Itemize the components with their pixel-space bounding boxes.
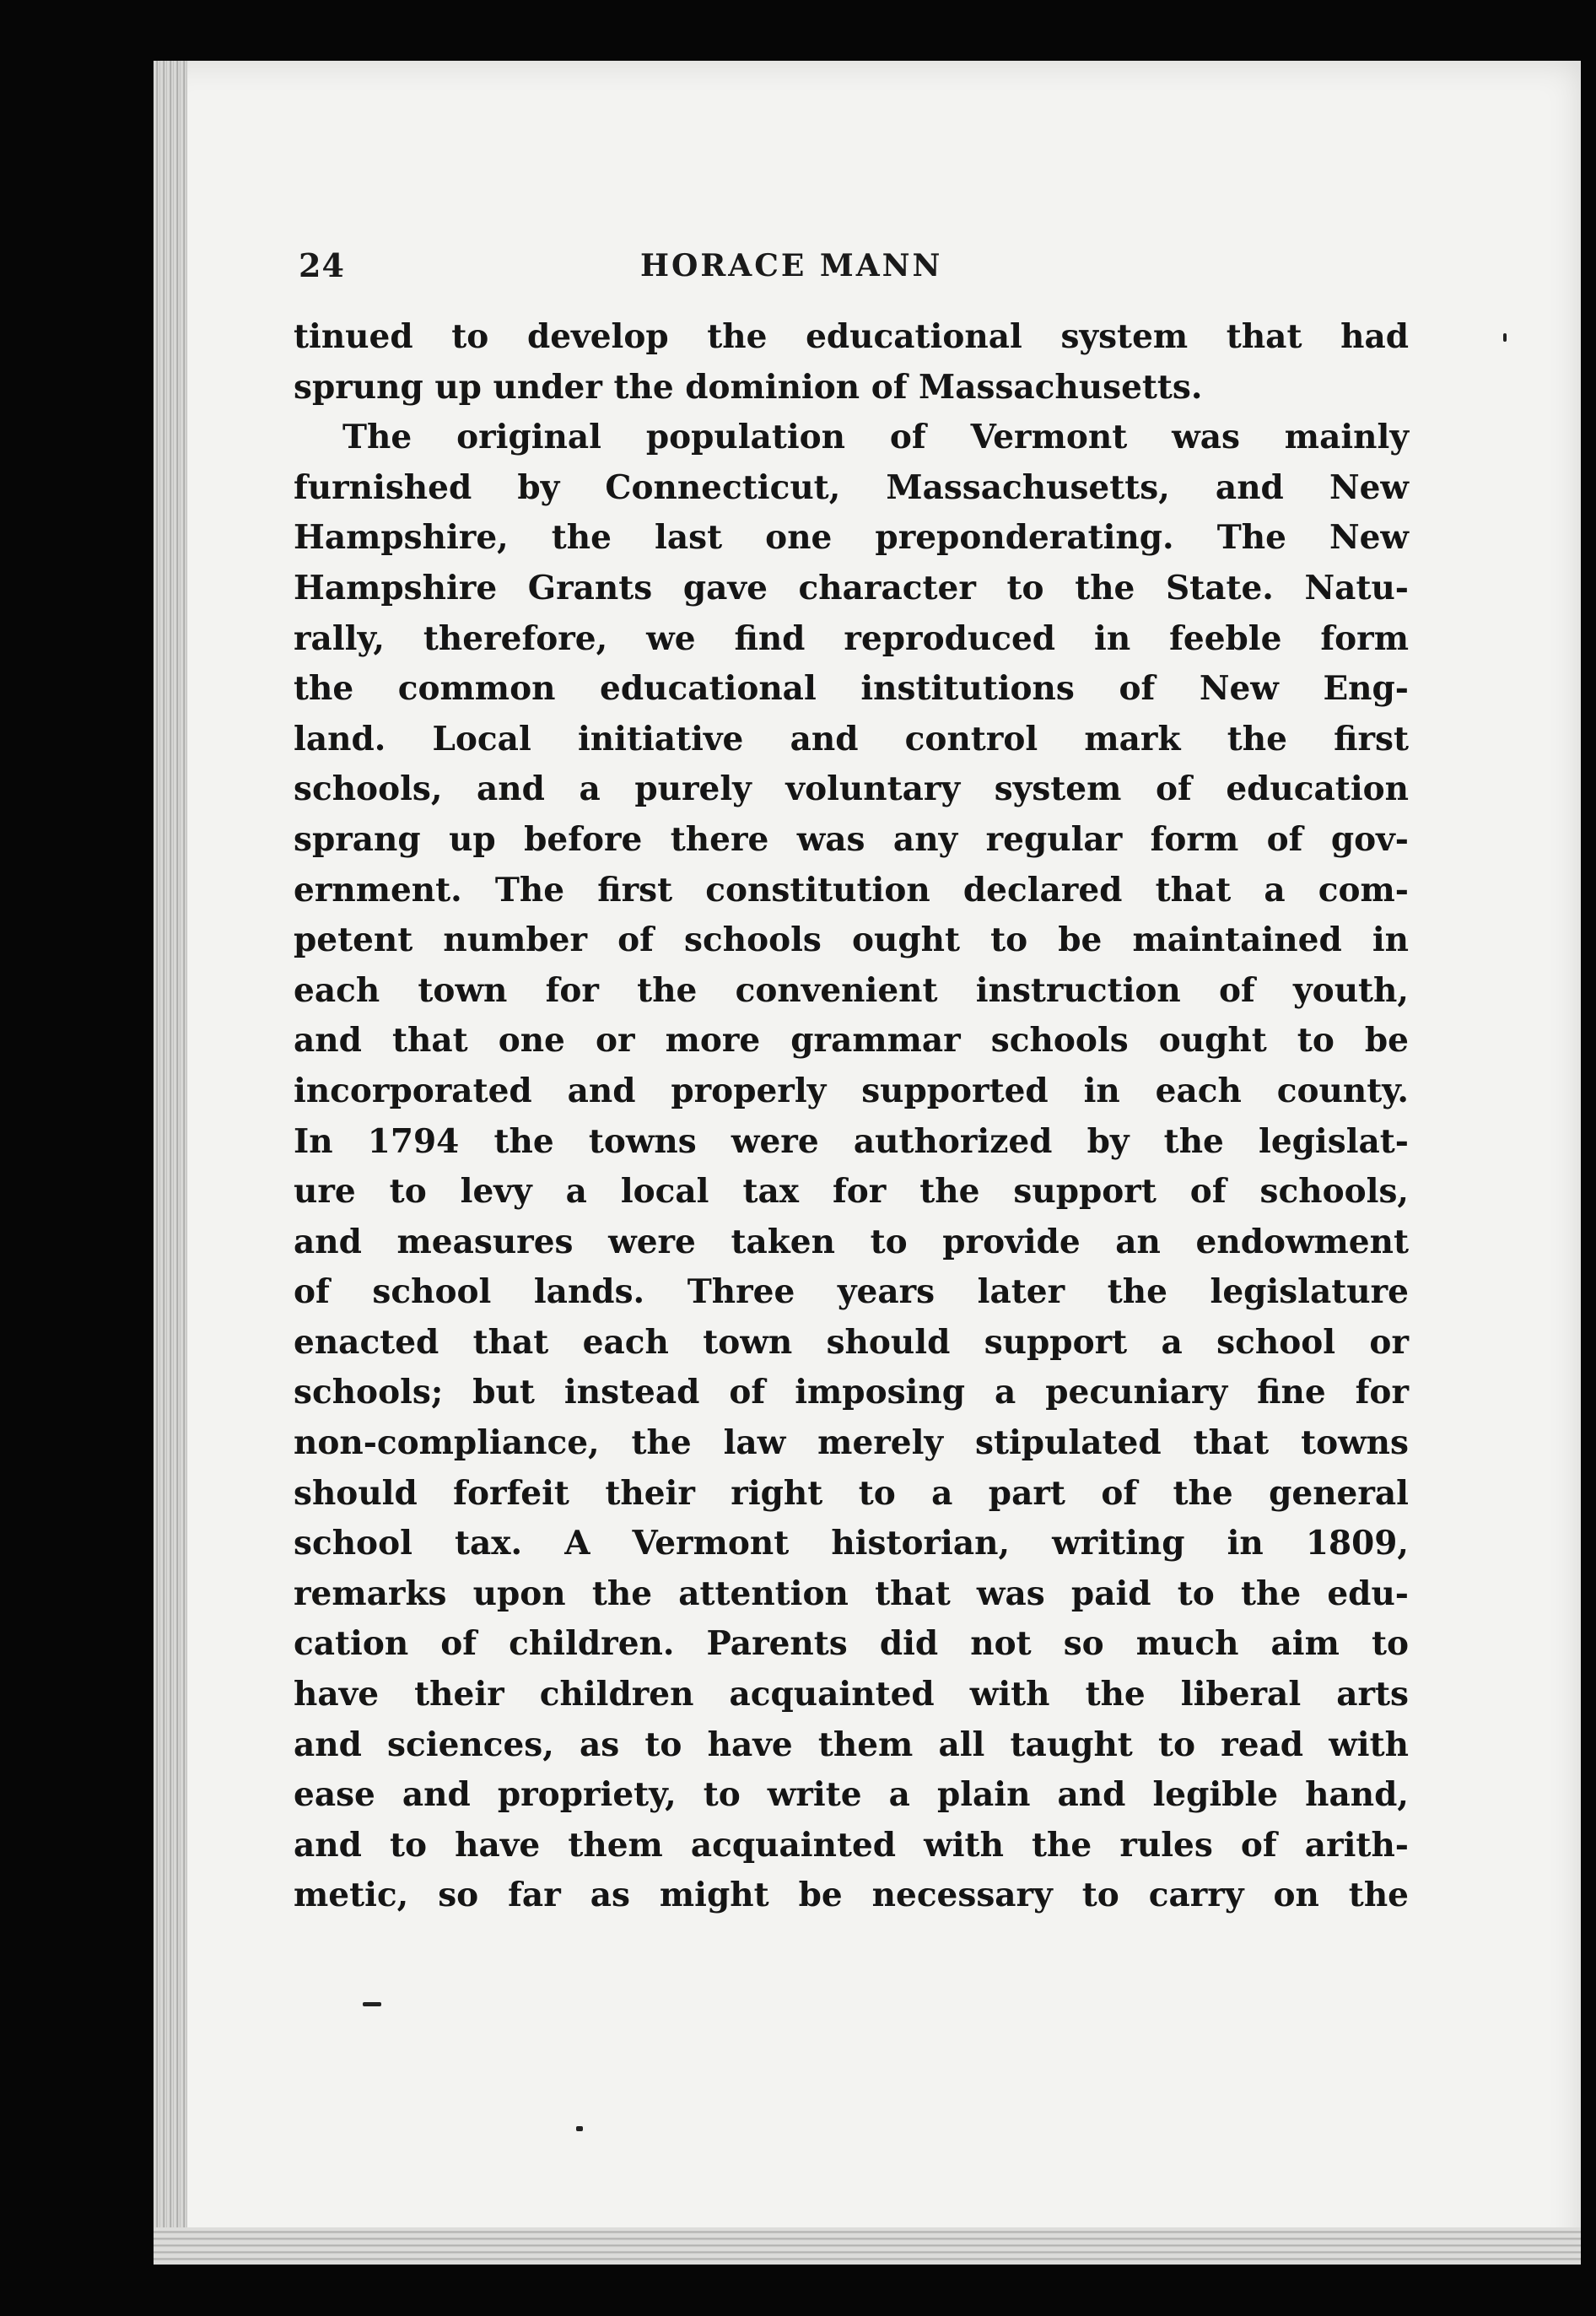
page-bottom-edge [154,2227,1581,2265]
scan-speck [363,2002,381,2006]
text-line: of school lands. Three years later the legislature [294,1272,1409,1312]
text-line: incorporated and properly supported in each county. [294,1071,1409,1110]
scan-speck [1503,333,1507,342]
text-line: sprang up before there was any regular form of gov- [294,819,1409,859]
text-line: In 1794 the towns were authorized by the legislat- [294,1121,1409,1161]
text-line: and that one or more grammar schools ought to be [294,1021,1409,1061]
text-line: and sciences, as to have them all taught to read with [294,1725,1409,1764]
text-line: school tax. A Vermont historian, writing in 1809, [294,1524,1409,1563]
text-line: land. Local initiative and control mark the first [294,719,1409,759]
page-number: 24 [299,246,345,284]
text-line: should forfeit their right to a part of the general [294,1473,1409,1513]
text-line: rally, therefore, we find reproduced in feeble form [294,618,1409,658]
text-line: Hampshire, the last one preponderating. The New [294,518,1409,558]
text-line: schools; but instead of imposing a pecuniary fine for [294,1373,1409,1412]
text-line: and to have them acquainted with the rules of arith- [294,1825,1409,1865]
text-line: petent number of schools ought to be maintained in [294,920,1409,960]
text-line: ure to levy a local tax for the support of schools, [294,1172,1409,1212]
scan-speck [576,2126,583,2131]
page-header [299,246,1142,289]
text-line: remarks upon the attention that was paid to the edu- [294,1574,1409,1613]
text-line: tinued to develop the educational system that had [294,317,1409,356]
text-line: and measures were taken to provide an endowment [294,1222,1409,1261]
text-line: ernment. The first constitution declared that a com- [294,870,1409,910]
text-line: sprung up under the dominion of Massachusetts. [294,367,1203,407]
text-line: enacted that each town should support a school or [294,1322,1409,1362]
text-line: The original population of Vermont was mainly [342,418,1409,457]
text-line: each town for the convenient instruction of youth, [294,970,1409,1010]
text-line: schools, and a purely voluntary system of education [294,769,1409,809]
text-line: metic, so far as might be necessary to carry on the [294,1876,1409,1915]
text-line: non-compliance, the law merely stipulated that towns [294,1423,1409,1463]
running-head: HORACE MANN [640,248,943,283]
body-text [294,312,1409,1921]
text-line: furnished by Connecticut, Massachusetts, and New [294,467,1409,507]
page-spine-edge [154,61,187,2265]
text-line: the common educational institutions of New Eng- [294,669,1409,709]
text-line: cation of children. Parents did not so much aim to [294,1624,1409,1664]
text-line: ease and propriety, to write a plain and legible hand, [294,1775,1409,1815]
text-line: Hampshire Grants gave character to the State. Natu- [294,568,1409,607]
text-line: have their children acquainted with the liberal arts [294,1675,1409,1714]
